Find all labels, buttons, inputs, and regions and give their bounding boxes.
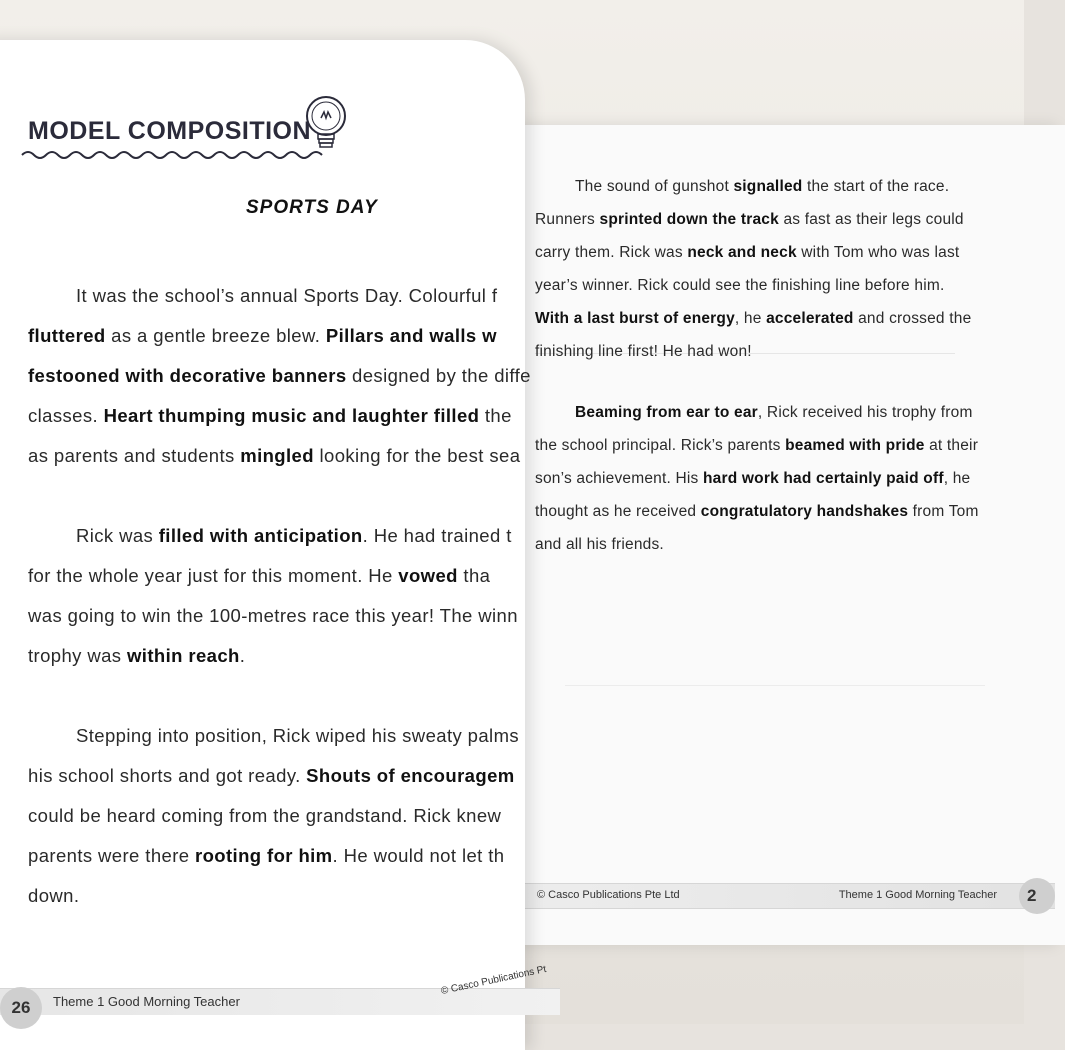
bold-phrase: hard work had certainly paid off bbox=[703, 470, 944, 487]
right-paragraph-1 bbox=[535, 170, 1015, 368]
text-run: It was the school’s annual Sports Day. Colourful f bbox=[76, 285, 498, 306]
text-line bbox=[535, 335, 1015, 368]
bold-phrase: With a last burst of energy bbox=[535, 310, 735, 327]
bold-phrase: neck and neck bbox=[687, 244, 797, 261]
text-line bbox=[28, 276, 508, 316]
text-line bbox=[28, 876, 508, 916]
text-line bbox=[28, 436, 521, 476]
text-run: tha bbox=[457, 565, 491, 586]
text-line bbox=[535, 429, 1015, 462]
text-line bbox=[28, 516, 512, 556]
text-line bbox=[535, 528, 1015, 561]
text-run: . He would not let th bbox=[332, 845, 505, 866]
bold-phrase: rooting for him bbox=[195, 845, 333, 866]
text-line bbox=[28, 356, 531, 396]
text-run: from Tom bbox=[908, 503, 979, 520]
text-run: , he bbox=[943, 470, 971, 487]
left-paragraph-1 bbox=[28, 276, 531, 476]
left-page-footer bbox=[0, 963, 560, 1017]
left-paragraph-3 bbox=[28, 716, 520, 916]
text-run: as fast as their legs could bbox=[778, 211, 964, 228]
text-run: was going to win the 100-metres race this year! The winn bbox=[28, 605, 518, 626]
text-line bbox=[535, 302, 1015, 335]
text-line bbox=[28, 556, 508, 596]
text-run: trophy was bbox=[28, 645, 127, 666]
text-run: designed by the diffe bbox=[346, 365, 531, 386]
page-number: 2 bbox=[1019, 878, 1055, 914]
text-run: carry them. Rick was bbox=[535, 244, 688, 261]
bold-phrase: Beaming from ear to ear bbox=[575, 404, 758, 421]
text-run: Stepping into position, Rick wiped his sweaty palms bbox=[76, 725, 520, 746]
text-run: , he bbox=[734, 310, 767, 327]
text-run: year’s winner. Rick could see the finishing line before him. bbox=[535, 277, 945, 294]
bold-phrase: mingled bbox=[240, 445, 314, 466]
text-line bbox=[28, 396, 512, 436]
bold-phrase: Shouts of encouragem bbox=[306, 765, 515, 786]
text-run: Runners bbox=[535, 211, 600, 228]
text-run: with Tom who was last bbox=[796, 244, 960, 261]
text-line bbox=[28, 596, 518, 636]
text-run: for the whole year just for this moment. He bbox=[28, 565, 399, 586]
text-line bbox=[535, 170, 1015, 203]
bold-phrase: accelerated bbox=[766, 310, 854, 327]
bold-phrase: within reach bbox=[127, 645, 240, 666]
text-run: thought as he received bbox=[535, 503, 701, 520]
story-title: SPORTS DAY bbox=[246, 197, 378, 218]
text-line bbox=[28, 836, 508, 876]
bold-phrase: filled with anticipation bbox=[158, 525, 363, 546]
text-run: as a gentle breeze blew. bbox=[105, 325, 326, 346]
bleed-through-line bbox=[565, 685, 985, 696]
text-run: . He had trained t bbox=[362, 525, 512, 546]
bold-phrase: signalled bbox=[733, 178, 803, 195]
text-line bbox=[28, 756, 515, 796]
left-page bbox=[0, 40, 548, 1050]
text-run: as parents and students bbox=[28, 445, 241, 466]
text-line bbox=[535, 462, 1015, 495]
text-run: the bbox=[479, 405, 512, 426]
bold-phrase: Heart thumping music and laughter filled bbox=[103, 405, 480, 426]
text-line bbox=[535, 396, 1015, 429]
text-run: Rick was bbox=[76, 525, 159, 546]
text-line bbox=[28, 636, 508, 676]
section-heading: MODEL COMPOSITION bbox=[28, 117, 312, 145]
text-run: classes. bbox=[28, 405, 104, 426]
bold-phrase: congratulatory handshakes bbox=[700, 503, 909, 520]
page-number: 26 bbox=[0, 987, 42, 1029]
right-page-footer bbox=[515, 883, 1055, 909]
bold-phrase: sprinted down the track bbox=[599, 211, 779, 228]
text-run: finishing line first! He had won! bbox=[535, 343, 752, 360]
lightbulb-icon bbox=[302, 94, 350, 156]
text-run: The sound of gunshot bbox=[575, 178, 734, 195]
bold-phrase: festooned with decorative banners bbox=[28, 365, 347, 386]
text-line bbox=[535, 236, 1015, 269]
text-line bbox=[535, 269, 1015, 302]
publisher-credit: © Casco Publications Pt bbox=[440, 963, 548, 998]
bold-phrase: fluttered bbox=[28, 325, 106, 346]
text-run: the start of the race. bbox=[802, 178, 950, 195]
text-line bbox=[535, 495, 1015, 528]
text-line bbox=[28, 716, 520, 756]
wave-underline bbox=[22, 148, 322, 162]
bold-phrase: beamed with pride bbox=[785, 437, 925, 454]
right-paragraph-2 bbox=[535, 396, 1015, 561]
text-run: looking for the best sea bbox=[313, 445, 521, 466]
bold-phrase: vowed bbox=[398, 565, 458, 586]
theme-label: Theme 1 Good Morning Teacher bbox=[838, 889, 997, 901]
text-line bbox=[535, 203, 1015, 236]
right-page bbox=[505, 125, 1065, 945]
publisher-credit: © Casco Publications Pte Ltd bbox=[537, 889, 680, 901]
text-run: the school principal. Rick’s parents bbox=[535, 437, 786, 454]
text-line bbox=[28, 316, 508, 356]
text-run: parents were there bbox=[28, 845, 195, 866]
text-run: down. bbox=[28, 885, 80, 906]
theme-label: Theme 1 Good Morning Teacher bbox=[53, 994, 240, 1009]
text-run: could be heard coming from the grandstand. Rick knew bbox=[28, 805, 502, 826]
bold-phrase: Pillars and walls w bbox=[325, 325, 497, 346]
text-run: and crossed the bbox=[853, 310, 972, 327]
text-run: at their bbox=[924, 437, 979, 454]
text-run: his school shorts and got ready. bbox=[28, 765, 307, 786]
text-run: and all his friends. bbox=[535, 536, 664, 553]
text-run: son’s achievement. His bbox=[535, 470, 704, 487]
left-paragraph-2 bbox=[28, 516, 518, 676]
text-run: . bbox=[239, 645, 246, 666]
text-line bbox=[28, 796, 508, 836]
text-run: , Rick received his trophy from bbox=[757, 404, 973, 421]
